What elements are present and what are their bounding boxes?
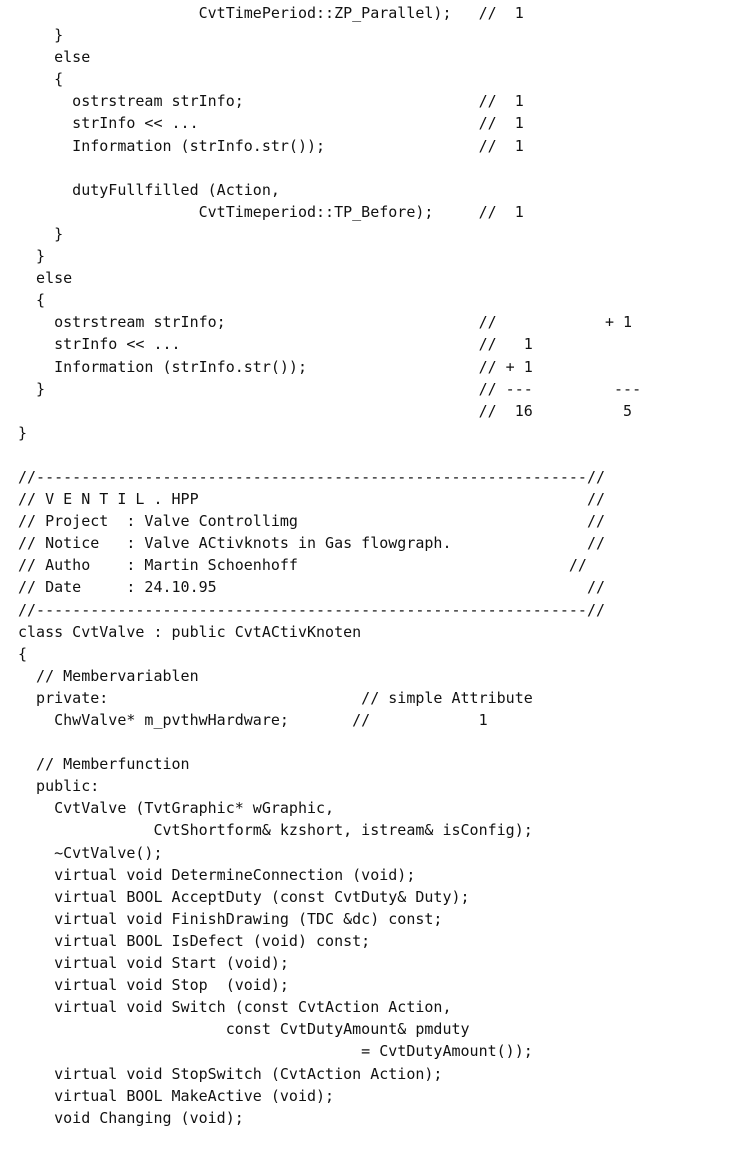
code-line: Information (strInfo.str()); // + 1 [18, 357, 533, 376]
code-line: CvtValve (TvtGraphic* wGraphic, [18, 799, 335, 818]
code-line: const CvtDutyAmount& pmduty [18, 1020, 470, 1039]
code-line: private: // simple Attribute [18, 688, 533, 707]
code-line: } // --- --- [18, 379, 642, 398]
code-line: // 16 5 [18, 401, 633, 420]
code-line [18, 444, 641, 466]
code-line: // V E N T I L . HPP // [18, 490, 605, 509]
code-line: virtual void Stop (void); [18, 976, 289, 995]
code-line: virtual void Switch (const CvtAction Action, [18, 998, 452, 1017]
code-line: virtual void StopSwitch (CvtAction Action); [18, 1064, 443, 1083]
code-line: } [18, 423, 28, 442]
code-line: else [18, 269, 73, 288]
code-line: virtual void DetermineConnection (void); [18, 865, 416, 884]
code-line [18, 731, 641, 753]
code-line: virtual BOOL IsDefect (void) const; [18, 931, 371, 950]
code-line: virtual BOOL AcceptDuty (const CvtDuty& Duty); [18, 887, 470, 906]
code-listing [18, 2, 641, 1129]
code-line: } [18, 26, 64, 45]
code-line: virtual void FinishDrawing (TDC &dc) const; [18, 909, 443, 928]
code-line: CvtTimeperiod::TP_Before); // 1 [18, 202, 524, 221]
code-line: } [18, 224, 64, 243]
code-line: public: [18, 777, 100, 796]
code-line: ostrstream strInfo; // 1 [18, 92, 524, 111]
code-line: ostrstream strInfo; // + 1 [18, 313, 633, 332]
code-line: } [18, 247, 46, 266]
code-line: Information (strInfo.str()); // 1 [18, 136, 524, 155]
code-line: // Project : Valve Controllimg // [18, 512, 605, 531]
code-line: // Date : 24.10.95 // [18, 578, 605, 597]
code-line: //-------------------------------------------------------------// [18, 600, 605, 619]
code-line: // Notice : Valve ACtivknots in Gas flowgraph. // [18, 534, 605, 553]
code-line: // Membervariablen [18, 666, 199, 685]
code-line: // Memberfunction [18, 755, 190, 774]
code-line: virtual BOOL MakeActive (void); [18, 1086, 335, 1105]
code-line: strInfo << ... // 1 [18, 335, 533, 354]
code-line: { [18, 644, 28, 663]
code-line: dutyFullfilled (Action, [18, 180, 280, 199]
code-line: { [18, 291, 46, 310]
code-line: ChwValve* m_pvthwHardware; // 1 [18, 711, 488, 729]
code-line: ~CvtValve(); [18, 843, 163, 862]
code-line [18, 157, 641, 179]
code-line: strInfo << ... // 1 [18, 114, 524, 133]
code-line: void Changing (void); [18, 1108, 244, 1127]
code-line: virtual void Start (void); [18, 954, 289, 973]
code-line: = CvtDutyAmount()); [18, 1042, 533, 1061]
code-line: else [18, 48, 91, 67]
code-line: CvtShortform& kzshort, istream& isConfig); [18, 821, 533, 840]
code-line: // Autho : Martin Schoenhoff // [18, 556, 587, 575]
code-line: class CvtValve : public CvtACtivKnoten [18, 622, 362, 641]
code-line: CvtTimePeriod::ZP_Parallel); // 1 [18, 4, 524, 22]
code-line: { [18, 70, 64, 89]
code-line: //-------------------------------------------------------------// [18, 467, 605, 486]
